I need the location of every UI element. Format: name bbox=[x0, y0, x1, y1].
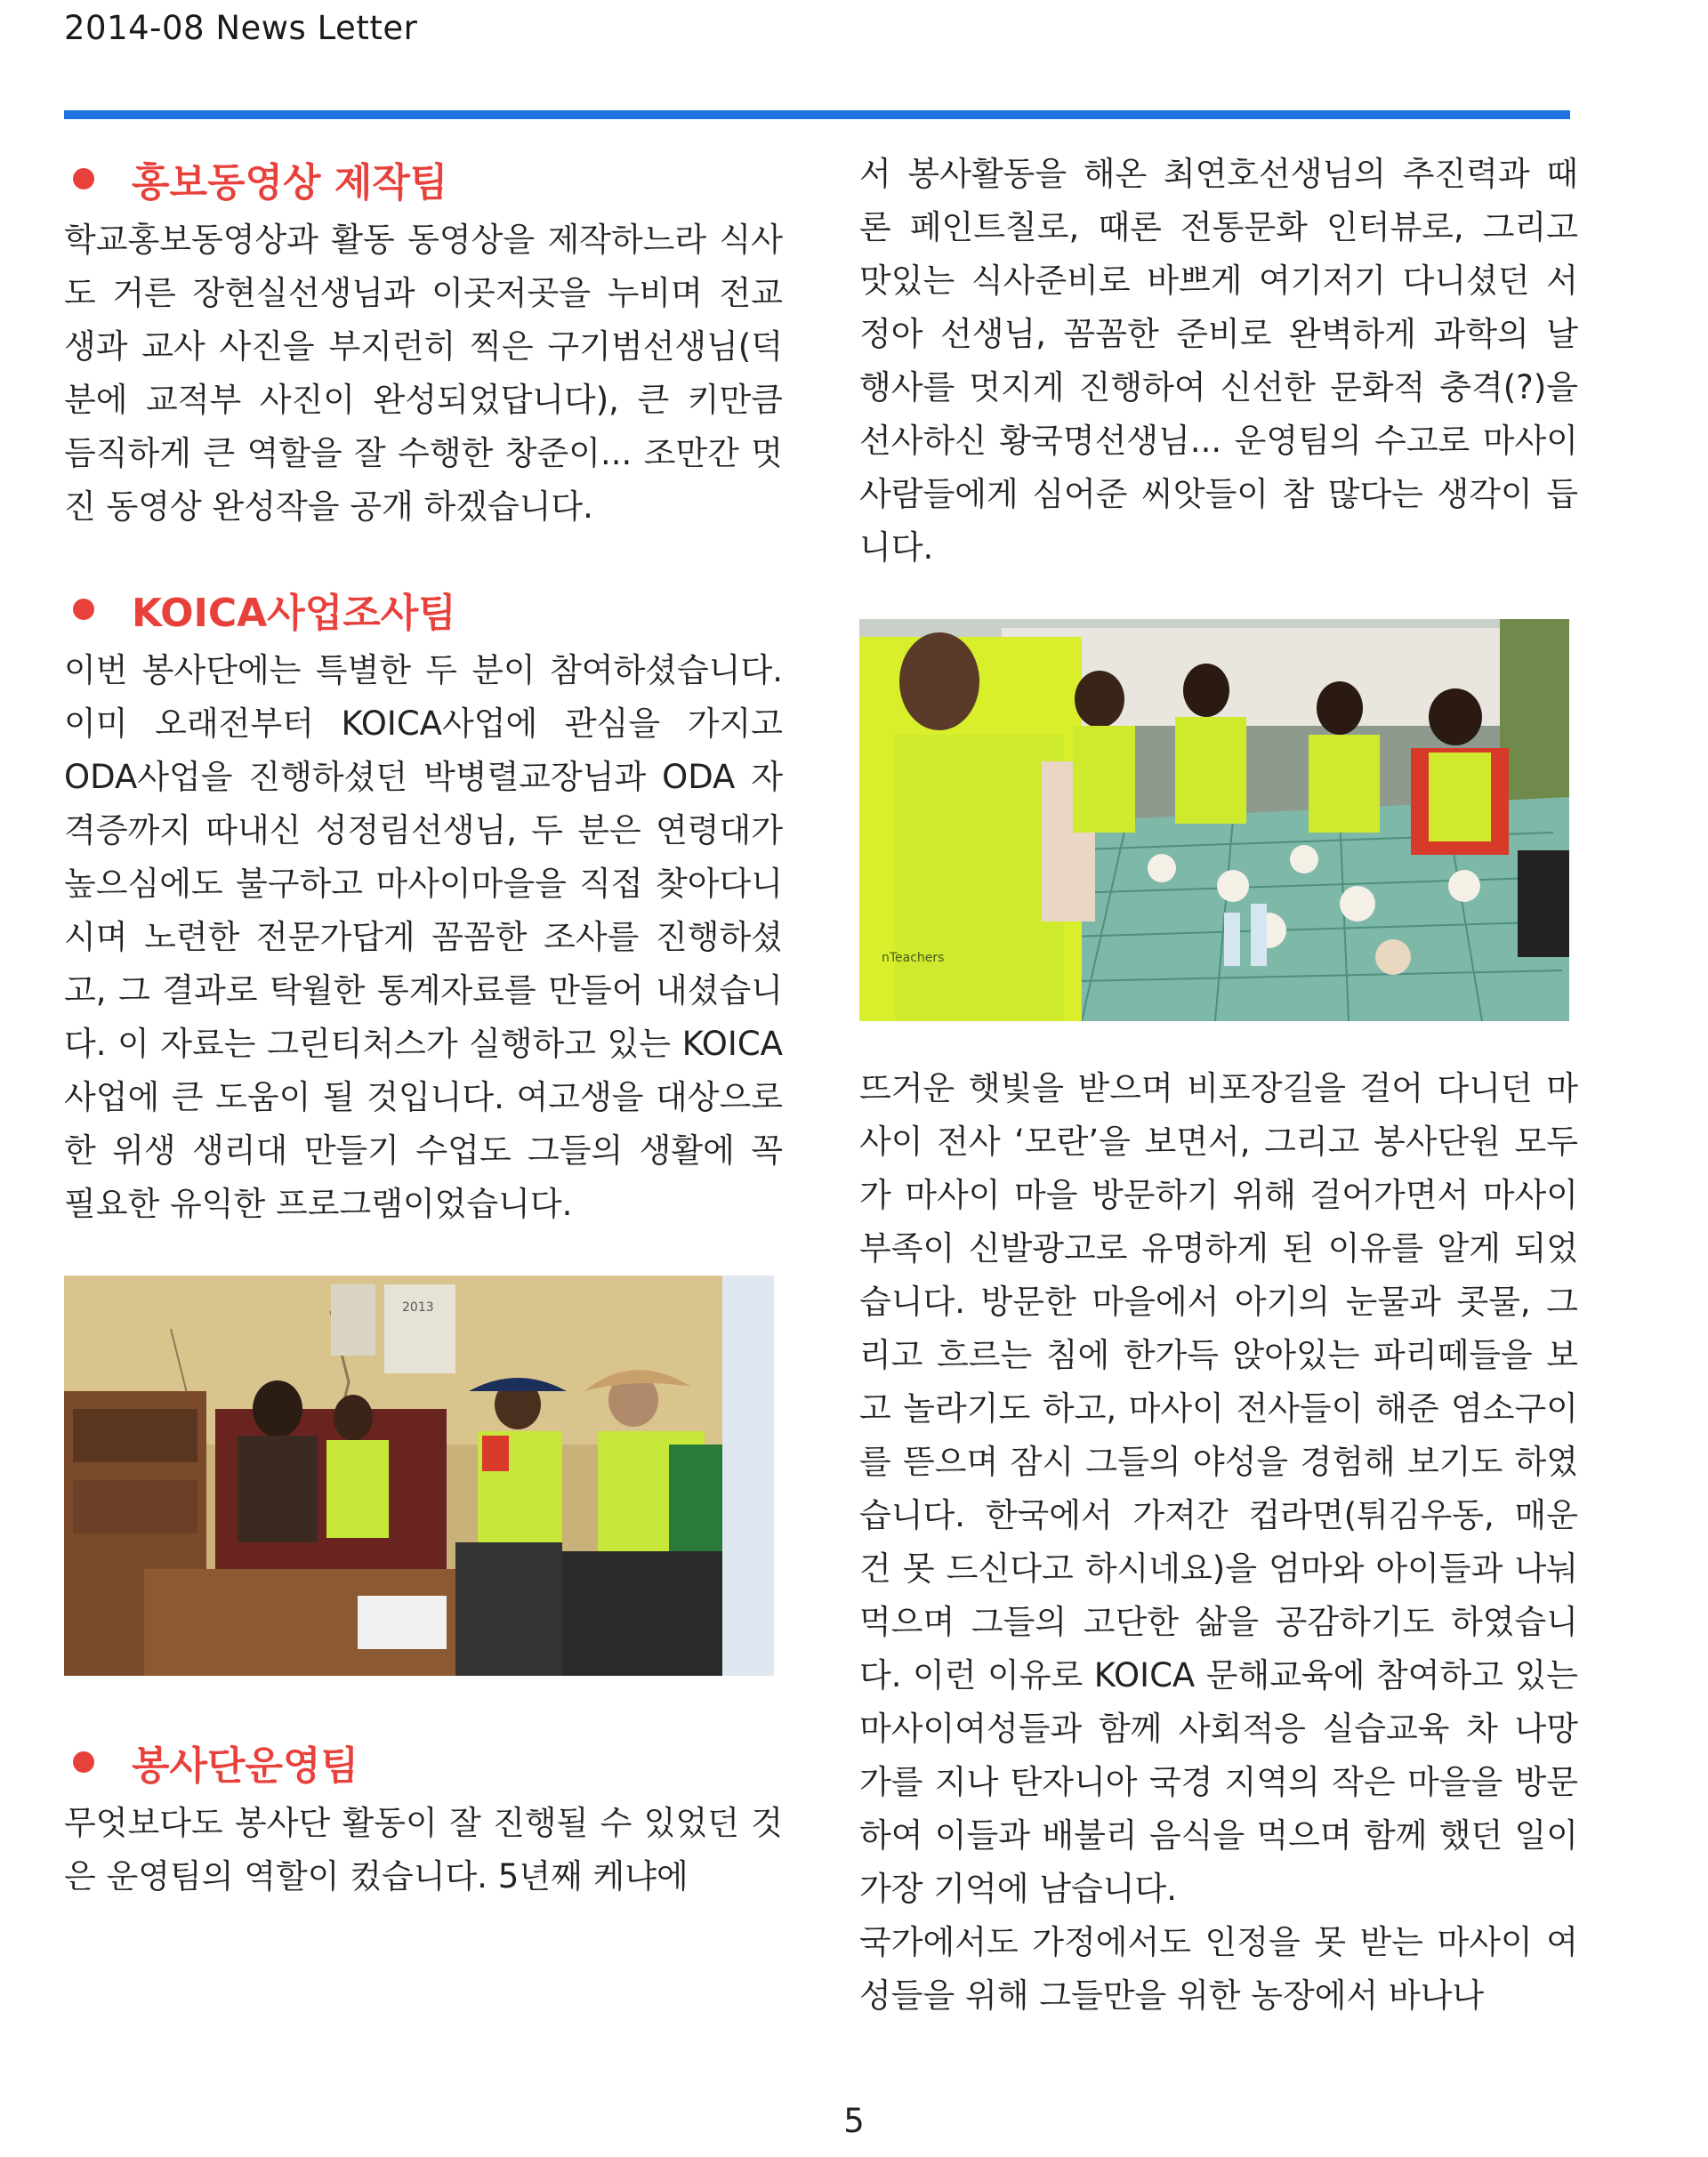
right-column bbox=[859, 148, 1578, 2023]
section-heading-text: KOICA사업조사팀 bbox=[132, 591, 456, 636]
operations-body-start: 무엇보다도 봉사단 활동이 잘 진행될 수 있었던 것은 운영팀의 역할이 컸습니다. 5년째 케냐에 bbox=[64, 1804, 783, 1895]
vest-logo-text: nTeachers bbox=[882, 951, 945, 965]
section-heading-operations bbox=[64, 1731, 783, 1793]
left-column bbox=[64, 148, 783, 1903]
newsletter-title: 2014-08 News Letter bbox=[64, 9, 418, 47]
koica-survey-body: 이번 봉사단에는 특별한 두 분이 참여하셨습니다. 이미 오래전부터 KOICA사업에 관심을 가지고 ODA사업을 진행하셨던 박병렬교장님과 ODA 자격증까지 따내신 성정림선생님, 두 분은 연령대가 높으심에도 불구하고 마사이마을을 직접 찾아다니시며 노련한 전문가답게 꼼꼼한 조사를 진행하셨고, 그 결과로 탁월한 통계자료를 만들어 내셨습니다. 이 자료는 그린티처스가 실행하고 있는 KOICA사업에 큰 도움이 될 것입니다. 여고생을 대상으로 한 위생 생리대 만들기 수업도 그들의 생활에 꼭 필요한 유익한 프로그램이었습니다. bbox=[64, 651, 783, 1223]
section-heading-promo-video bbox=[64, 148, 783, 210]
story-paragraph-1: 뜨거운 햇빛을 받으며 비포장길을 걸어 다니던 마사이 전사 ‘모란’을 보면서, 그리고 봉사단원 모두가 마사이 마을 방문하기 위해 걸어가면서 마사이부족이 신발광고로 유명하게 된 이유를 알게 되었습니다. 방문한 마을에서 아기의 눈물과 콧물, 그리고 흐르는 침에 한가득 앉아있는 파리떼들을 보고 놀라기도 하고, 마사이 전사들이 해준 염소구이를 뜯으며 잠시 그들의 야성을 경험해 보기도 하였습니다. 한국에서 가져간 컵라면(튀김우동, 매운 건 못 드신다고 하시네요)을 엄마와 아이들과 나눠먹으며 그들의 고단한 삶을 공감하기도 하였습니다. 이런 이유로 KOICA 문해교육에 참여하고 있는 마사이여성들과 함께 사회적응 실습교육 차 나망가를 지나 탄자니아 국경 지역의 작은 마을을 방문하여 이들과 배불리 음식을 먹으며 함께 했던 일이 가장 기억에 남습니다. bbox=[859, 1069, 1578, 1908]
header-divider bbox=[64, 110, 1570, 119]
section-heading-koica bbox=[64, 578, 783, 640]
section-heading-text: 봉사단운영팀 bbox=[132, 1743, 359, 1789]
bullet-icon bbox=[73, 599, 94, 620]
story-paragraph-2: 국가에서도 가정에서도 인정을 못 받는 마사이 여성들을 위해 그들만을 위한 농장에서 바나나 bbox=[859, 1923, 1578, 2015]
calendar-year-text: 2013 bbox=[402, 1300, 434, 1315]
promo-video-body: 학교홍보동영상과 활동 동영상을 제작하느라 식사도 거른 장현실선생님과 이곳저곳을 누비며 전교생과 교사 사진을 부지런히 찍은 구기범선생님(덕분에 교적부 사진이 완성되었답니다), 큰 키만큼 듬직하게 큰 역할을 잘 수행한 창준이... 조만간 멋진 동영상 완성작을 공개 하겠습니다. bbox=[64, 221, 783, 526]
photo-shared-meal bbox=[859, 619, 1569, 1021]
operations-body-continued: 서 봉사활동을 해온 최연호선생님의 추진력과 때론 페인트칠로, 때론 전통문화 인터뷰로, 그리고 맛있는 식사준비로 바쁘게 여기저기 다니셨던 서정아 선생님, 꼼꼼한 준비로 완벽하게 과학의 날 행사를 멋지게 진행하여 신선한 문화적 충격(?)을 선사하신 황국명선생님... 운영팀의 수고로 마사이사람들에게 심어준 씨앗들이 참 많다는 생각이 듭니다. bbox=[859, 155, 1578, 567]
page-number: 5 bbox=[843, 2102, 865, 2140]
bullet-icon bbox=[73, 1751, 94, 1773]
photo-survey-interview bbox=[64, 1276, 774, 1676]
bullet-icon bbox=[73, 168, 94, 189]
section-heading-text: 홍보동영상 제작팀 bbox=[132, 160, 448, 205]
